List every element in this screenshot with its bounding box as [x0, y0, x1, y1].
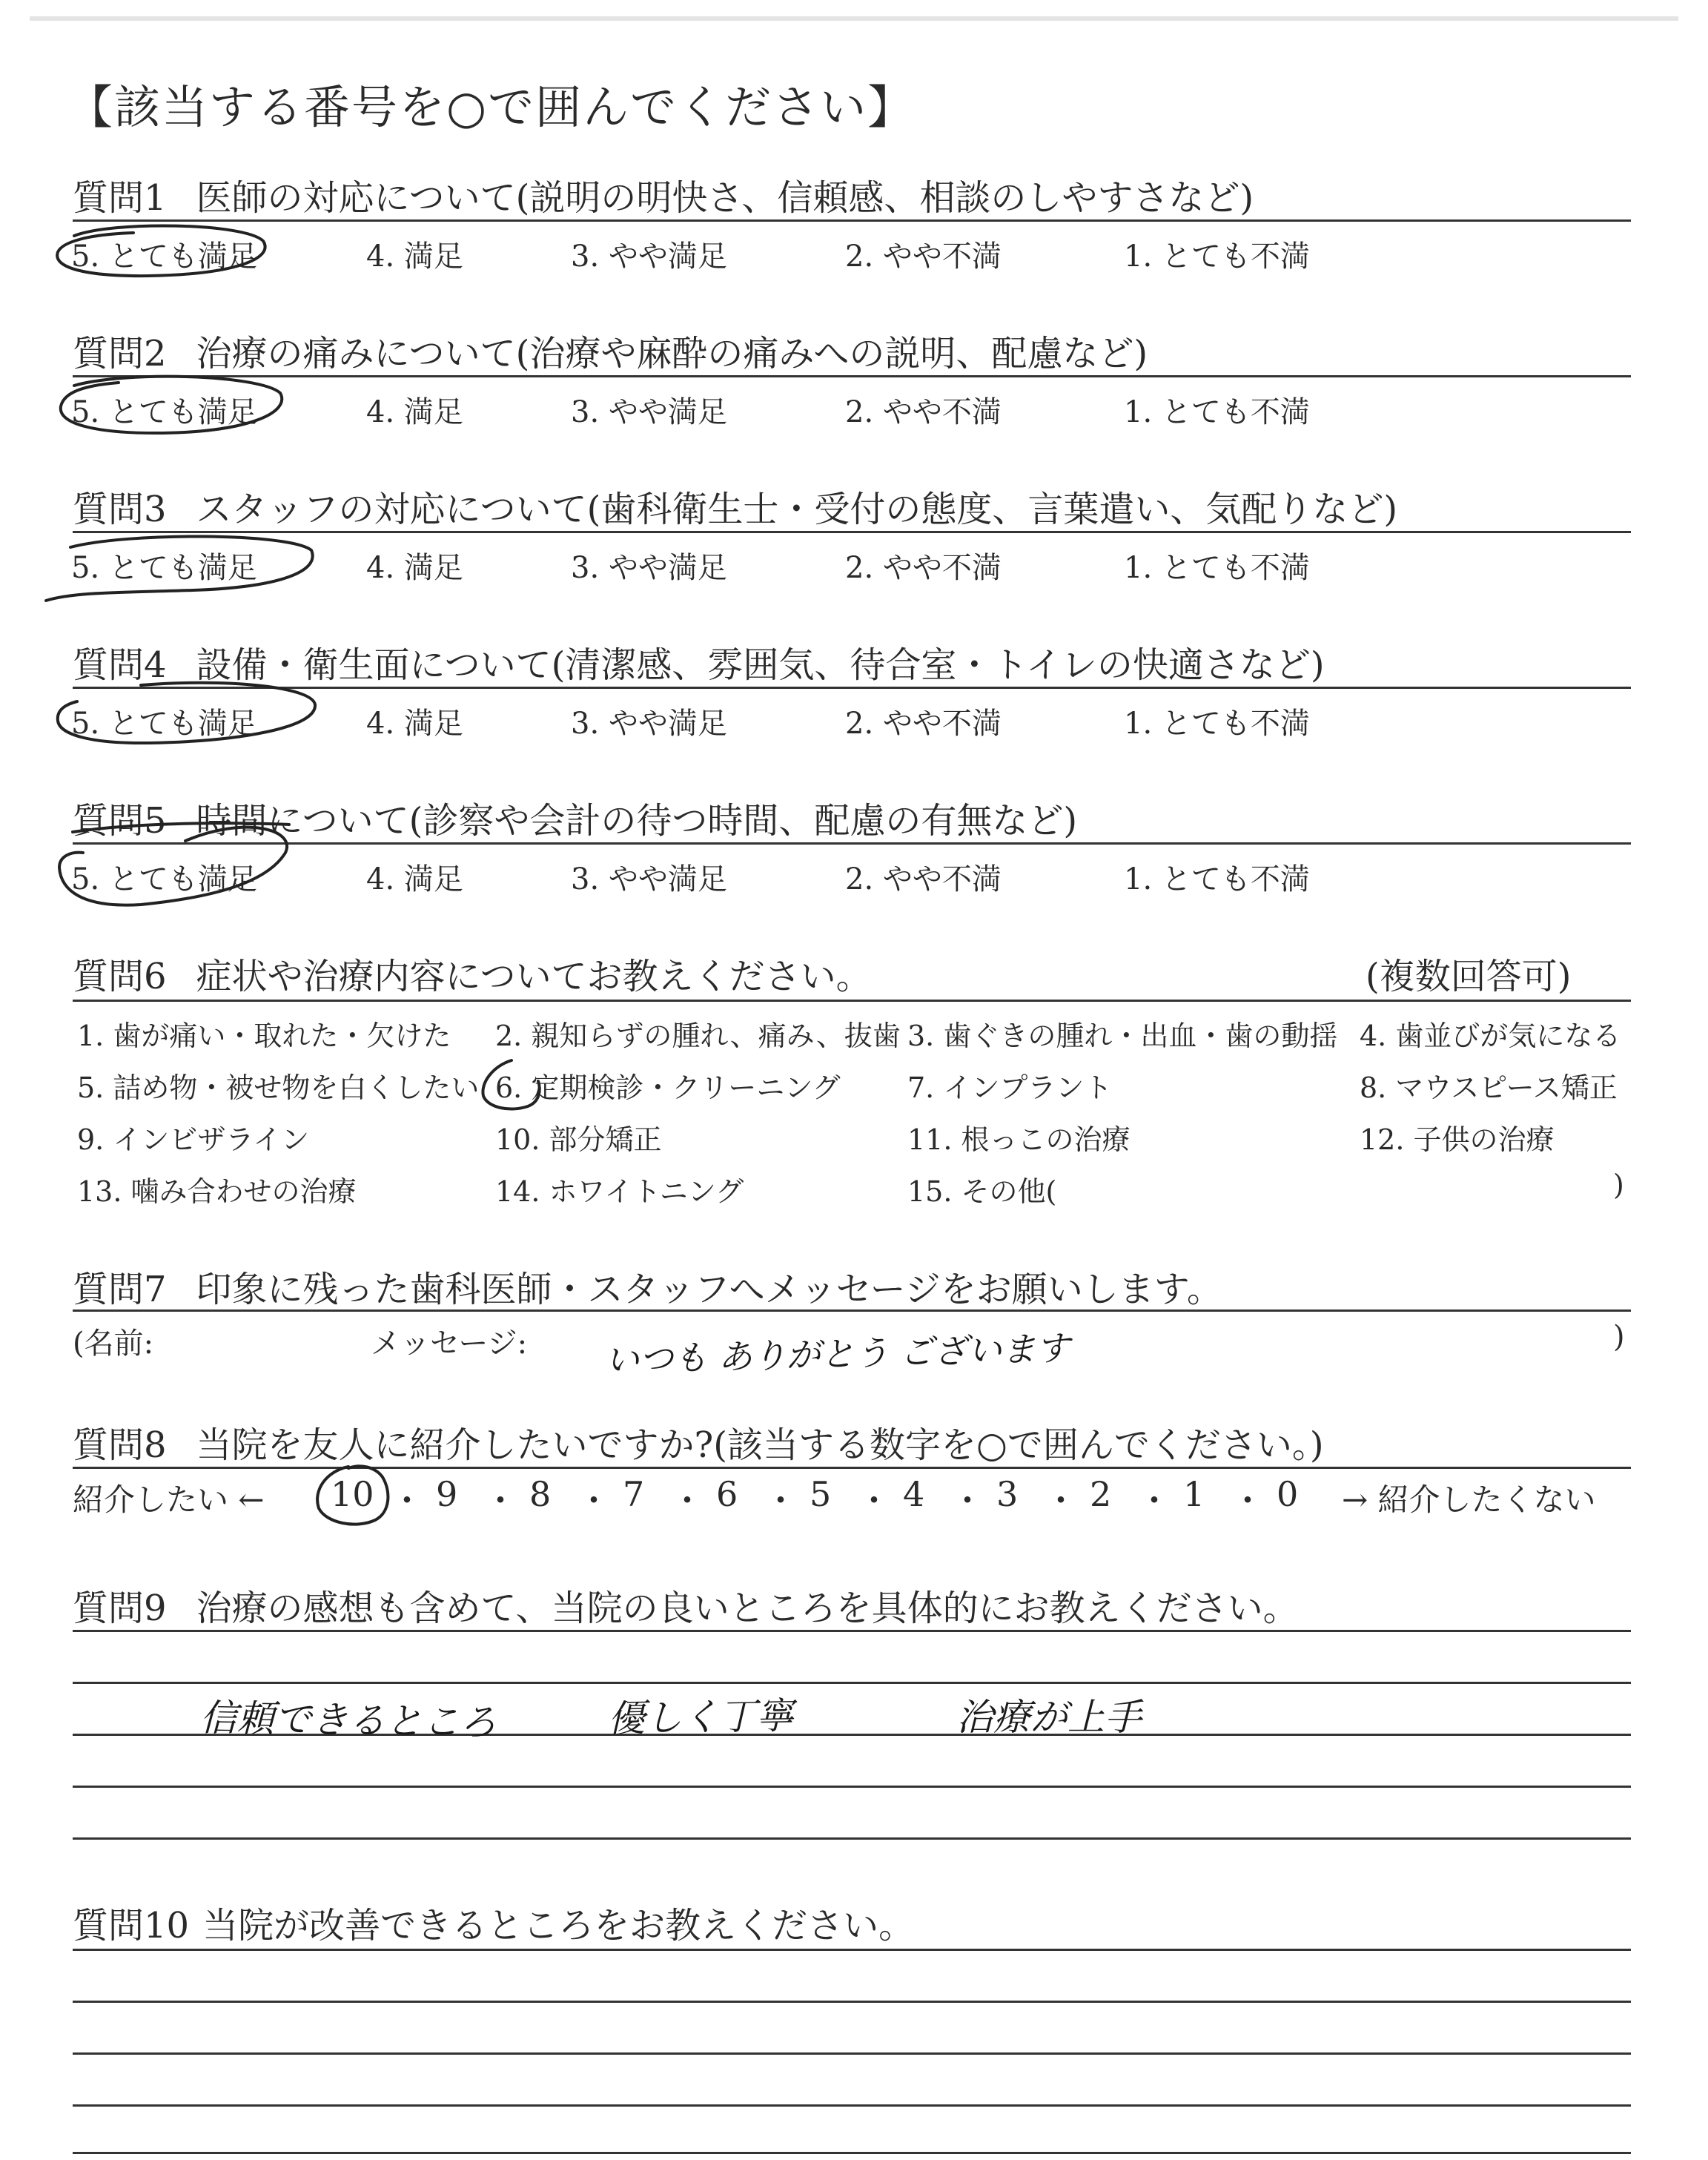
page-title: 【該当する番号を○で囲んでください】 — [67, 80, 916, 134]
q6-option-7[interactable]: 7. インプラント — [907, 1071, 1113, 1104]
question-5-text: 時間について(診察や会計の待つ時間、配慮の有無など) — [196, 800, 1078, 842]
question-6-number: 質問6 — [73, 956, 167, 997]
q10-answer-line-1 — [73, 1949, 1631, 1951]
question-7-rule — [73, 1309, 1631, 1312]
q8-scale-5[interactable]: 5 — [810, 1474, 832, 1514]
q8-separator: ・ — [764, 1481, 798, 1521]
q8-scale-6[interactable]: 6 — [716, 1474, 738, 1514]
q5-option-4[interactable]: 4. 満足 — [366, 862, 463, 896]
question-7-title — [73, 1261, 1222, 1312]
q1-option-3[interactable]: 3. やや満足 — [571, 240, 727, 274]
q6-option-2[interactable]: 2. 親知らずの腫れ、痛み、抜歯 — [495, 1020, 901, 1052]
q9-answer-line-2 — [73, 1682, 1631, 1684]
q8-scale-9[interactable]: 9 — [436, 1474, 458, 1514]
question-3-number: 質問3 — [73, 489, 167, 530]
q5-option-2[interactable]: 2. やや不満 — [845, 862, 1002, 896]
question-9-number: 質問9 — [73, 1588, 167, 1629]
q9-answer-handwritten-2[interactable]: 優しく丁寧 — [607, 1694, 794, 1741]
q8-separator: ・ — [1137, 1481, 1171, 1521]
q3-option-1[interactable]: 1. とても不満 — [1124, 551, 1310, 585]
q2-option-3[interactable]: 3. やや満足 — [571, 395, 727, 429]
q8-separator: ・ — [577, 1481, 611, 1521]
q2-option-1[interactable]: 1. とても不満 — [1124, 395, 1310, 429]
question-2-rule — [73, 375, 1631, 377]
question-10-title — [73, 1897, 914, 1948]
q9-answer-handwritten-3[interactable]: 治療が上手 — [956, 1696, 1142, 1739]
question-1-number: 質問1 — [73, 177, 167, 219]
q8-separator: ・ — [390, 1481, 424, 1521]
q8-scale-0[interactable]: 0 — [1277, 1474, 1299, 1514]
q8-separator: ・ — [670, 1481, 704, 1521]
q6-option-14[interactable]: 14. ホワイトニング — [495, 1175, 744, 1208]
q3-option-3[interactable]: 3. やや満足 — [571, 551, 727, 585]
question-5-rule — [73, 842, 1631, 845]
q6-option-9[interactable]: 9. インビザライン — [77, 1123, 310, 1156]
question-8-text: 当院を友人に紹介したいですか?(該当する数字を○で囲んでください。) — [196, 1424, 1324, 1466]
question-8-title — [73, 1416, 1324, 1467]
question-9-title — [73, 1579, 1299, 1631]
question-1-text: 医師の対応について(説明の明快さ、信頼感、相談のしやすさなど) — [196, 177, 1254, 219]
q8-scale-2[interactable]: 2 — [1090, 1474, 1112, 1514]
question-4-title — [73, 636, 1325, 687]
question-1-title — [73, 169, 1254, 220]
question-2-title — [73, 325, 1148, 376]
q9-answer-line-5 — [73, 1837, 1631, 1840]
question-6-text: 症状や治療内容についてお教えください。 — [196, 956, 872, 997]
q7-close-paren: ) — [1613, 1320, 1625, 1354]
q9-answer-line-1 — [73, 1630, 1631, 1632]
q8-scale-7[interactable]: 7 — [623, 1474, 645, 1514]
q10-answer-line-4 — [73, 2104, 1631, 2107]
q1-option-2[interactable]: 2. やや不満 — [845, 240, 1002, 274]
q6-option-6[interactable]: 6. 定期検診・クリーニング — [495, 1071, 841, 1104]
q6-option-5[interactable]: 5. 詰め物・被せ物を白くしたい — [77, 1071, 480, 1104]
question-8-number: 質問8 — [73, 1424, 167, 1466]
q7-message-label: メッセージ: — [371, 1327, 528, 1361]
question-1-rule — [73, 219, 1631, 222]
q10-answer-line-5 — [73, 2152, 1631, 2154]
q2-option-5[interactable]: 5. とても満足 — [71, 395, 257, 429]
q6-option-3[interactable]: 3. 歯ぐきの腫れ・出血・歯の動揺 — [907, 1020, 1338, 1052]
q9-answer-handwritten-1[interactable]: 信頼できるところ — [199, 1696, 497, 1745]
question-4-text: 設備・衛生面について(清潔感、雰囲気、待合室・トイレの快適さなど) — [196, 644, 1325, 686]
question-3-rule — [73, 531, 1631, 533]
question-3-text: スタッフの対応について(歯科衛生士・受付の態度、言葉遣い、気配りなど) — [196, 489, 1398, 530]
question-2-text: 治療の痛みについて(治療や麻酔の痛みへの説明、配慮など) — [196, 333, 1148, 374]
question-2-number: 質問2 — [73, 333, 167, 374]
q6-option-11[interactable]: 11. 根っこの治療 — [907, 1123, 1131, 1156]
q5-option-5[interactable]: 5. とても満足 — [71, 862, 257, 896]
q8-separator: ・ — [483, 1481, 517, 1521]
question-9-text: 治療の感想も含めて、当院の良いところを具体的にお教えください。 — [196, 1588, 1299, 1629]
q6-option-1[interactable]: 1. 歯が痛い・取れた・欠けた — [77, 1020, 451, 1052]
q3-option-2[interactable]: 2. やや不満 — [845, 551, 1002, 585]
question-8-rule — [73, 1467, 1631, 1469]
q10-answer-line-3 — [73, 2052, 1631, 2055]
top-border — [30, 16, 1678, 21]
q3-option-5[interactable]: 5. とても満足 — [71, 551, 257, 585]
q8-right-label: → 紹介したくない — [1342, 1482, 1596, 1518]
q5-option-3[interactable]: 3. やや満足 — [571, 862, 727, 896]
q8-scale-3[interactable]: 3 — [996, 1474, 1019, 1514]
question-6-rule — [73, 1000, 1631, 1002]
question-4-rule — [73, 687, 1631, 689]
q1-option-1[interactable]: 1. とても不満 — [1124, 240, 1310, 274]
q8-scale-8[interactable]: 8 — [529, 1474, 552, 1514]
q7-name-label: (名前: — [73, 1327, 154, 1361]
question-3-title — [73, 480, 1397, 532]
question-6-title — [73, 948, 872, 999]
q8-scale-4[interactable]: 4 — [903, 1474, 925, 1514]
q4-option-3[interactable]: 3. やや満足 — [571, 707, 727, 741]
question-7-text: 印象に残った歯科医師・スタッフへメッセージをお願いします。 — [196, 1269, 1222, 1310]
q1-option-4[interactable]: 4. 満足 — [366, 240, 463, 274]
question-10-number: 質問10 — [73, 1905, 190, 1946]
q4-option-2[interactable]: 2. やや不満 — [845, 707, 1002, 741]
q8-separator: ・ — [1044, 1481, 1078, 1521]
q4-option-4[interactable]: 4. 満足 — [366, 707, 463, 741]
question-7-number: 質問7 — [73, 1269, 167, 1310]
q8-separator: ・ — [1231, 1481, 1265, 1521]
q1-option-5[interactable]: 5. とても満足 — [71, 240, 257, 274]
q6-option-15[interactable]: 15. その他( — [907, 1175, 1057, 1208]
q6-other-close-paren: ) — [1613, 1169, 1624, 1201]
question-4-number: 質問4 — [73, 644, 167, 686]
q6-option-12[interactable]: 12. 子供の治療 — [1360, 1123, 1555, 1156]
question-6-note: (複数回答可) — [1366, 956, 1572, 997]
question-5-number: 質問5 — [73, 800, 167, 842]
q8-separator: ・ — [950, 1481, 984, 1521]
q6-option-10[interactable]: 10. 部分矯正 — [495, 1123, 662, 1156]
q6-option-8[interactable]: 8. マウスピース矯正 — [1360, 1071, 1618, 1104]
q5-option-1[interactable]: 1. とても不満 — [1124, 862, 1310, 896]
q2-option-2[interactable]: 2. やや不満 — [845, 395, 1002, 429]
q8-separator: ・ — [857, 1481, 891, 1521]
q6-option-13[interactable]: 13. 噛み合わせの治療 — [77, 1175, 357, 1208]
q8-scale-10[interactable]: 10 — [331, 1474, 374, 1514]
question-5-title — [73, 792, 1077, 843]
q8-left-label: 紹介したい ← — [73, 1482, 265, 1518]
q8-scale-1[interactable]: 1 — [1183, 1474, 1205, 1514]
q2-option-4[interactable]: 4. 満足 — [366, 395, 463, 429]
question-10-text: 当院が改善できるところをお教えください。 — [202, 1905, 915, 1946]
q7-message-handwritten[interactable]: いつも ありがとう ございます — [604, 1327, 1070, 1381]
q9-answer-line-4 — [73, 1786, 1631, 1788]
q4-option-5[interactable]: 5. とても満足 — [71, 707, 257, 741]
q6-option-4[interactable]: 4. 歯並びが気になる — [1360, 1020, 1621, 1052]
q10-answer-line-2 — [73, 2001, 1631, 2003]
q4-option-1[interactable]: 1. とても不満 — [1124, 707, 1310, 741]
q3-option-4[interactable]: 4. 満足 — [366, 551, 463, 585]
